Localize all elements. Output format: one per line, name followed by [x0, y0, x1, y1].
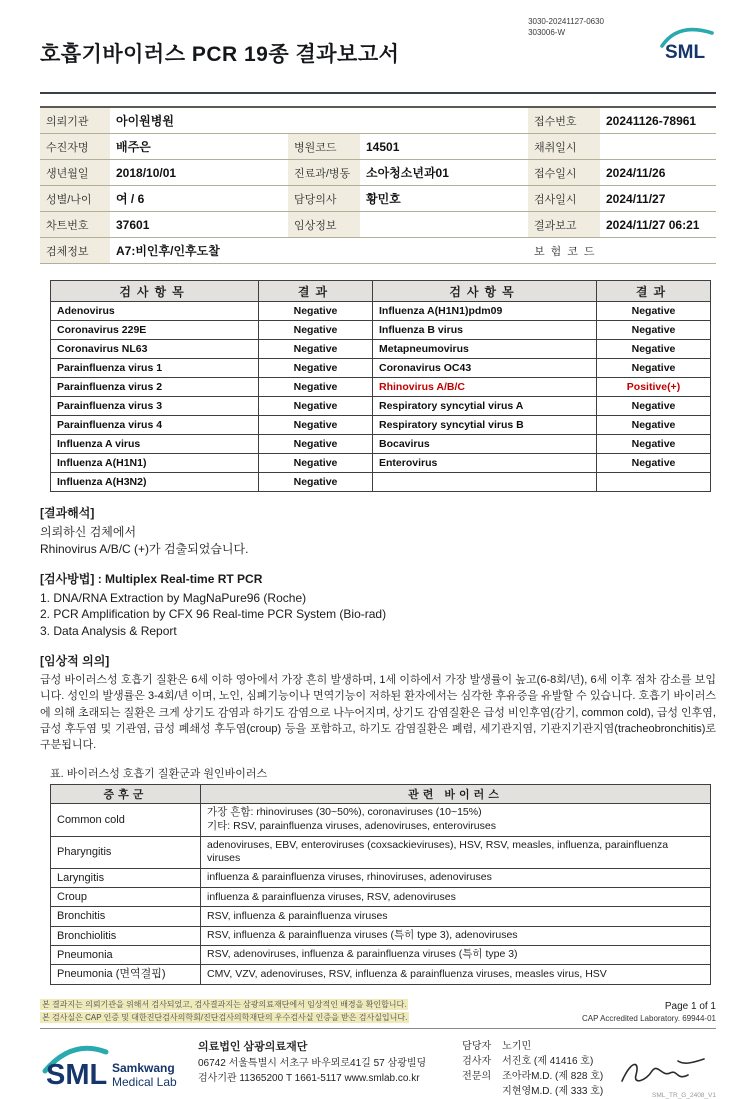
field-value: 2024/11/26 — [600, 160, 716, 186]
field-label — [288, 238, 360, 264]
doc-number-line2: 303006-W — [528, 28, 565, 38]
test-result: Negative — [259, 321, 373, 340]
test-item: Enterovirus — [373, 454, 597, 473]
staff-line — [462, 1069, 603, 1084]
report-header — [40, 14, 716, 94]
virus-row — [51, 888, 711, 907]
page-info-block — [582, 1001, 716, 1023]
test-result — [597, 473, 711, 492]
disclaimer-line: 본 결과지는 의뢰기관을 위해서 검사되었고, 검사결과지는 삼광의료재단에서 임상적인 배경을 확인합니다. — [42, 999, 407, 1009]
field-value: 여 / 6 — [110, 186, 288, 212]
syndrome-name: Laryngitis — [51, 868, 201, 887]
field-value: 아이원병원 — [110, 107, 288, 134]
logo-text: SML — [665, 42, 706, 63]
patient-info-row — [40, 160, 716, 186]
field-label: 의뢰기관 — [40, 107, 110, 134]
results-row — [51, 302, 711, 321]
test-result: Negative — [597, 416, 711, 435]
field-label: 접수일시 — [528, 160, 600, 186]
interpretation-line: 의뢰하신 검체에서 — [40, 525, 137, 539]
field-value — [360, 212, 528, 238]
disclaimer-block — [40, 997, 409, 1023]
related-viruses: influenza & parainfluenza viruses, rhinoviruses, adenoviruses — [201, 868, 711, 887]
virus-row — [51, 868, 711, 887]
test-result: Negative — [259, 378, 373, 397]
test-result: Negative — [597, 359, 711, 378]
test-result: Negative — [259, 397, 373, 416]
field-value: 2024/11/27 — [600, 186, 716, 212]
cap-accreditation: CAP Accredited Laboratory. 69944-01 — [581, 1013, 716, 1023]
staff-name: 조아라M.D. (제 828 호) — [502, 1070, 604, 1082]
field-value — [360, 238, 528, 264]
report-title: 호흡기바이러스 PCR 19종 결과보고서 — [40, 43, 400, 66]
results-row — [51, 454, 711, 473]
clinical-heading: [임상적 의의] — [40, 653, 110, 668]
interpretation-line: Rhinovirus A/B/C (+)가 검출되었습니다. — [40, 541, 249, 556]
results-row — [51, 473, 711, 492]
test-item: Influenza B virus — [373, 321, 597, 340]
patient-info-row — [40, 107, 716, 134]
virus-row — [51, 946, 711, 965]
patient-info-row — [40, 186, 716, 212]
staff-line — [462, 1039, 603, 1054]
test-result: Negative — [259, 359, 373, 378]
footer-block — [40, 1039, 716, 1099]
test-item: Adenovirus — [51, 302, 259, 321]
syndrome-name: Bronchiolitis — [51, 926, 201, 945]
test-result: Negative — [259, 473, 373, 492]
field-label: 수진자명 — [40, 134, 110, 160]
field-value — [360, 107, 528, 134]
field-label: 결과보고 — [528, 212, 600, 238]
syndrome-name: Pneumonia — [51, 946, 201, 965]
field-label: 접수번호 — [528, 107, 600, 134]
test-result: Negative — [259, 302, 373, 321]
signature — [618, 1051, 710, 1095]
company-registration: 검사기관 11365200 T 1661-5117 www.smlab.co.kr — [198, 1073, 420, 1085]
related-viruses: CMV, VZV, adenoviruses, RSV, influenza & parainfluenza viruses, measles virus, HSV — [201, 965, 711, 984]
syndrome-name: Pneumonia (면역결핍) — [51, 965, 201, 984]
field-value: 2018/10/01 — [110, 160, 288, 186]
test-result: Negative — [597, 435, 711, 454]
virus-column-header: 증후군 — [51, 785, 201, 804]
field-value: 2024/11/27 06:21 — [600, 212, 716, 238]
staff-block — [462, 1039, 603, 1099]
results-column-header: 결과 — [259, 281, 373, 302]
form-code: SML_TR_G_2408_V1 — [652, 1091, 716, 1099]
patient-info-body — [40, 107, 716, 264]
method-step: 1. DNA/RNA Extraction by MagNaPure96 (Roche) — [40, 590, 307, 605]
test-result: Negative — [259, 340, 373, 359]
method-heading: [검사방법] : Multiplex Real-time RT PCR — [40, 571, 263, 586]
results-body — [51, 302, 711, 492]
results-row — [51, 359, 711, 378]
interpretation-heading: [결과해석] — [40, 506, 95, 520]
results-row — [51, 416, 711, 435]
test-item: Parainfluenza virus 3 — [51, 397, 259, 416]
clinical-section — [40, 652, 716, 753]
staff-name: 서진호 (제 41416 호) — [502, 1055, 594, 1067]
staff-line — [462, 1054, 603, 1069]
field-label: 생년월일 — [40, 160, 110, 186]
results-row — [51, 321, 711, 340]
test-item: Influenza A virus — [51, 435, 259, 454]
sml-logo-large — [40, 1039, 177, 1093]
related-viruses: RSV, influenza & parainfluenza viruses — [201, 907, 711, 926]
virus-table-body — [51, 804, 711, 984]
method-section — [40, 570, 716, 640]
staff-role: 검사자 — [462, 1055, 492, 1067]
test-result: Negative — [597, 454, 711, 473]
syndrome-name: Bronchitis — [51, 907, 201, 926]
virus-row — [51, 965, 711, 984]
document-numbers — [528, 16, 604, 38]
test-item: Metapneumovirus — [373, 340, 597, 359]
test-item: Coronavirus NL63 — [51, 340, 259, 359]
test-result: Positive(+) — [597, 378, 711, 397]
test-result: Negative — [597, 302, 711, 321]
company-info — [198, 1039, 426, 1087]
patient-info-table — [40, 106, 716, 264]
logo-name-line1: Samkwang — [112, 1060, 175, 1075]
virus-row — [51, 907, 711, 926]
field-label: 채취일시 — [528, 134, 600, 160]
results-row — [51, 340, 711, 359]
virus-column-header: 관련 바이러스 — [201, 785, 711, 804]
staff-line — [462, 1084, 603, 1099]
test-item: Parainfluenza virus 1 — [51, 359, 259, 378]
page-number: Page 1 of 1 — [664, 1000, 716, 1012]
test-item: Parainfluenza virus 2 — [51, 378, 259, 397]
method-step: 2. PCR Amplification by CFX 96 Real-time PCR System (Bio-rad) — [40, 607, 387, 622]
related-viruses: RSV, influenza & parainfluenza viruses (특히 type 3), adenoviruses — [201, 926, 711, 945]
results-row — [51, 378, 711, 397]
field-label: 보험코드 — [528, 238, 600, 264]
test-result: Negative — [259, 416, 373, 435]
logo-text: SML — [46, 1058, 108, 1091]
test-item — [373, 473, 597, 492]
field-value: 소아청소년과01 — [360, 160, 528, 186]
field-label: 검사일시 — [528, 186, 600, 212]
results-table — [50, 280, 711, 492]
field-value: 20241126-78961 — [600, 107, 716, 134]
test-item: Influenza A(H1N1)pdm09 — [373, 302, 597, 321]
field-value: 황민호 — [360, 186, 528, 212]
test-item: Parainfluenza virus 4 — [51, 416, 259, 435]
interpretation-section — [40, 504, 716, 558]
test-item: Coronavirus OC43 — [373, 359, 597, 378]
virus-row — [51, 836, 711, 868]
field-label: 병원코드 — [288, 134, 360, 160]
field-label: 성별/나이 — [40, 186, 110, 212]
related-viruses: 가장 흔함: rhinoviruses (30~50%), coronaviruses (10~15%) 기타: RSV, parainfluenza viruses, adenoviruses, enteroviruses — [201, 804, 711, 836]
results-column-header: 검사항목 — [373, 281, 597, 302]
virus-table-caption: 표. 바이러스성 호흡기 질환군과 원인바이러스 — [50, 768, 268, 781]
related-viruses: RSV, adenoviruses, influenza & parainfluenza viruses (특히 type 3) — [201, 946, 711, 965]
patient-info-row — [40, 134, 716, 160]
method-step: 3. Data Analysis & Report — [40, 624, 177, 639]
syndrome-name: Common cold — [51, 804, 201, 836]
field-value: 37601 — [110, 212, 288, 238]
field-value: 14501 — [360, 134, 528, 160]
test-result: Negative — [259, 435, 373, 454]
related-viruses: influenza & parainfluenza viruses, RSV, adenoviruses — [201, 888, 711, 907]
results-row — [51, 397, 711, 416]
syndrome-name: Pharyngitis — [51, 836, 201, 868]
staff-name: 노기민 — [502, 1040, 532, 1052]
test-item: Respiratory syncytial virus B — [373, 416, 597, 435]
test-result: Negative — [597, 321, 711, 340]
test-item: Respiratory syncytial virus A — [373, 397, 597, 416]
footer-divider — [40, 1028, 716, 1029]
virus-header-row — [51, 785, 711, 804]
related-viruses: adenoviruses, EBV, enteroviruses (coxsackieviruses), HSV, RSV, measles, influenza, parainfluenza viruses — [201, 836, 711, 868]
virus-table — [50, 784, 711, 984]
test-item: Bocavirus — [373, 435, 597, 454]
test-result: Negative — [259, 454, 373, 473]
accreditation-line: 본 검사실은 CAP 인증 및 대한진단검사의학회/진단검사의학재단의 우수검사실 인증을 받은 검사실입니다. — [42, 1012, 408, 1022]
field-value: A7:비인후/인후도찰 — [110, 238, 288, 264]
staff-role: 전문의 — [462, 1070, 492, 1082]
syndrome-name: Croup — [51, 888, 201, 907]
staff-name: 지현영M.D. (제 333 호) — [502, 1085, 604, 1097]
field-label — [288, 107, 360, 134]
field-value: 배주은 — [110, 134, 288, 160]
field-value — [600, 134, 716, 160]
test-item: Rhinovirus A/B/C — [373, 378, 597, 397]
results-header-row — [51, 281, 711, 302]
clinical-body-text: 급성 바이러스성 호흡기 질환은 6세 이하 영아에서 가장 흔히 발생하며, 1세 이하에서 가장 발생률이 높고(6-8회/년), 6세 이후 점차 감소를 보입니다. 성인의 발생률은 3-4회/년 이며, 노인, 심폐기능이나 면역기능이 저하된 환자에서는 심각한 후유증을 유발할 수 있습니다. 호흡기 바이러스에 의해 초래되는 질환은 크게 상기도 감염과 하기도 감염으로 나누어지며, 상기도 감염질환은 급성 비인후염(감기, common cold), 급성 인후염, 급성 후두염 및 기관염, 급성 폐쇄성 후두염(croup) 등을 포함하고, 하기도 감염질환은 폐렴, 세기관지염, 기관지기관지염(tracheobronchitis)로 구분됩니다. — [40, 673, 716, 752]
test-result: Negative — [597, 340, 711, 359]
test-result: Negative — [597, 397, 711, 416]
sml-logo-icon — [658, 22, 716, 64]
test-item: Influenza A(H3N2) — [51, 473, 259, 492]
footer-notices — [40, 997, 716, 1023]
logo-name-line2: Medical Lab — [112, 1074, 177, 1089]
field-label: 임상정보 — [288, 212, 360, 238]
test-item: Coronavirus 229E — [51, 321, 259, 340]
company-name: 의료법인 삼광의료재단 — [198, 1040, 308, 1053]
field-label: 담당의사 — [288, 186, 360, 212]
results-column-header: 결과 — [597, 281, 711, 302]
field-value — [600, 238, 716, 264]
patient-info-row — [40, 212, 716, 238]
patient-info-row — [40, 238, 716, 264]
test-item: Influenza A(H1N1) — [51, 454, 259, 473]
results-column-header: 검사항목 — [51, 281, 259, 302]
field-label: 진료과/병동 — [288, 160, 360, 186]
virus-row — [51, 926, 711, 945]
company-address: 06742 서울특별시 서초구 바우뫼로41길 57 삼광빌딩 — [198, 1057, 427, 1069]
sml-logo-small — [658, 22, 716, 69]
doc-number-line1: 3030-20241127-0630 — [528, 17, 604, 26]
field-label: 차트번호 — [40, 212, 110, 238]
results-row — [51, 435, 711, 454]
virus-row — [51, 804, 711, 836]
staff-role: 담당자 — [462, 1040, 492, 1052]
field-label: 검체정보 — [40, 238, 110, 264]
